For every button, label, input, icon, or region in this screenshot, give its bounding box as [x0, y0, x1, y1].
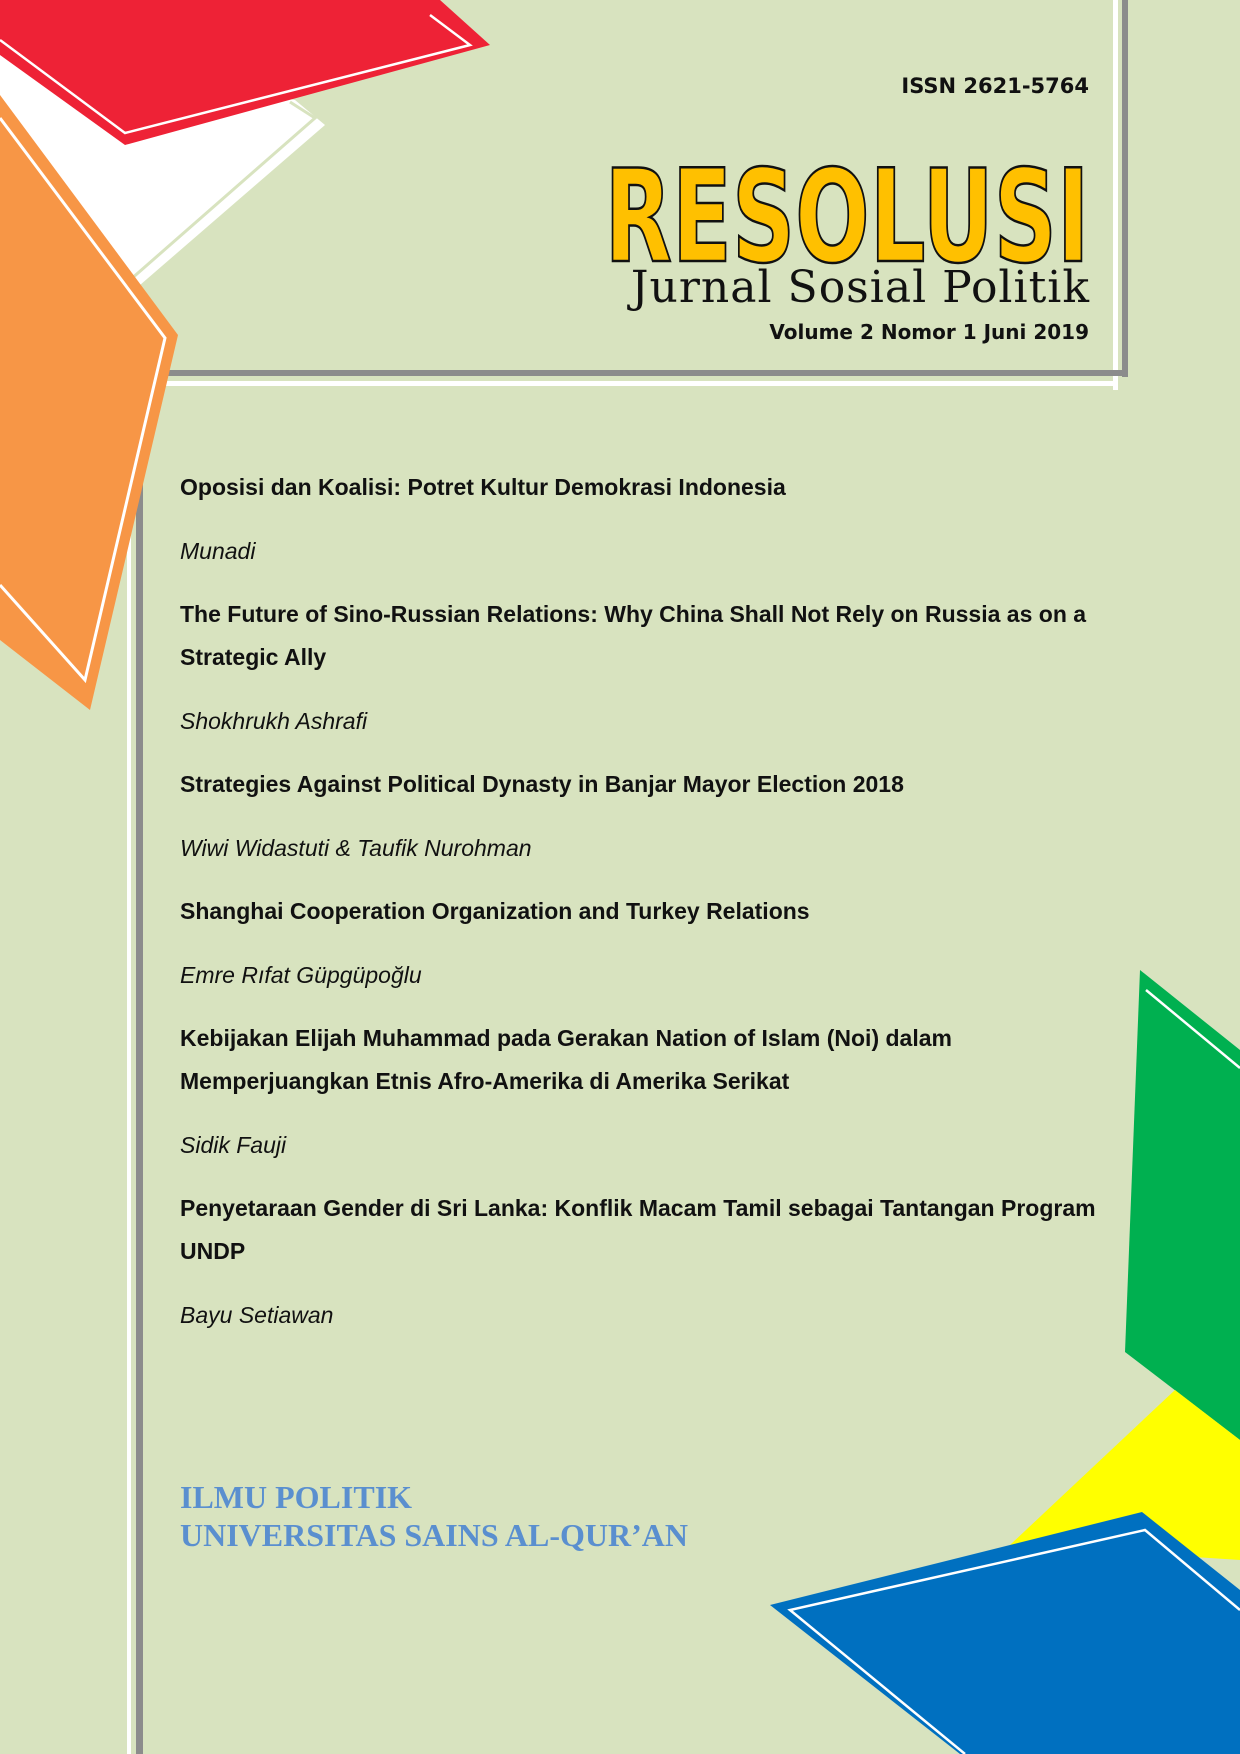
article-title: The Future of Sino-Russian Relations: Why China Shall Not Rely on Russia as on a Strategic Ally	[180, 601, 1087, 670]
green-diamond-shape	[1125, 970, 1240, 1440]
article-author: Munadi	[180, 538, 256, 564]
blue-diamond-shape	[770, 1512, 1240, 1754]
article-entry	[180, 466, 1100, 573]
frame-top-highlight	[160, 381, 1118, 386]
article-title: Oposisi dan Koalisi: Potret Kultur Demokrasi Indonesia	[180, 474, 786, 500]
journal-title: RESOLUSI	[604, 150, 1090, 275]
frame-top-line	[160, 370, 1128, 376]
article-author: Emre Rıfat Güpgüpoğlu	[180, 962, 422, 988]
article-entry	[180, 1187, 1100, 1337]
article-entry	[180, 763, 1100, 870]
article-entry	[180, 593, 1100, 743]
article-title: Shanghai Cooperation Organization and Turkey Relations	[180, 898, 810, 924]
article-title: Kebijakan Elijah Muhammad pada Gerakan Nation of Islam (Noi) dalam Memperjuangkan Etnis Afro-Amerika di Amerika Serikat	[180, 1025, 952, 1094]
article-title: Penyetaraan Gender di Sri Lanka: Konflik Macam Tamil sebagai Tantangan Program UNDP	[180, 1195, 1096, 1264]
article-author: Shokhrukh Ashrafi	[180, 708, 368, 734]
article-entry	[180, 1017, 1100, 1167]
publisher-department: ILMU POLITIK	[180, 1479, 413, 1515]
journal-subtitle: Jurnal Sosial Politik	[630, 262, 1090, 313]
volume-issue: Volume 2 Nomor 1 Juni 2019	[769, 320, 1089, 344]
frame-left-highlight	[127, 390, 131, 1754]
frame-left-line	[136, 380, 143, 1754]
issn-number: ISSN 2621-5764	[901, 74, 1089, 98]
article-author: Sidik Fauji	[180, 1132, 287, 1158]
article-entry	[180, 890, 1100, 997]
frame-right-line	[1122, 0, 1128, 377]
publisher-university: UNIVERSITAS SAINS AL-QUR’AN	[180, 1517, 688, 1553]
article-author: Bayu Setiawan	[180, 1302, 334, 1328]
article-author: Wiwi Widastuti & Taufik Nurohman	[180, 835, 532, 861]
article-title: Strategies Against Political Dynasty in Banjar Mayor Election 2018	[180, 771, 904, 797]
frame-right-highlight	[1113, 0, 1118, 390]
publisher-block	[180, 1478, 688, 1554]
journal-title-logo	[600, 150, 1095, 275]
table-of-contents	[180, 466, 1100, 1357]
